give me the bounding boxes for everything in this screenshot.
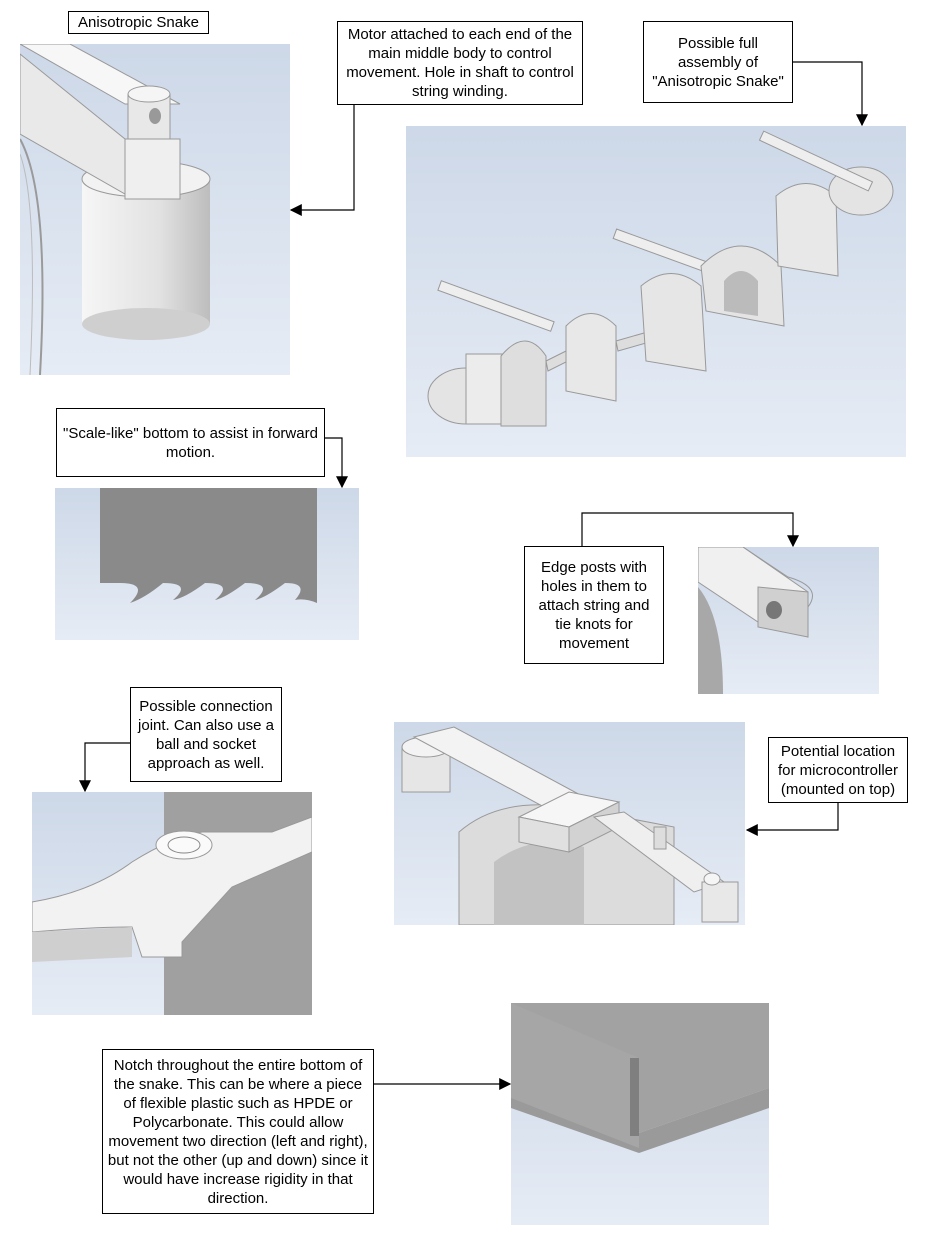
notch-render [511, 1003, 769, 1225]
motor-render-svg [20, 44, 290, 375]
posts-render-svg [698, 547, 879, 694]
joint-annotation: Possible connection joint. Can also use a ball and socket approach as well. [130, 687, 282, 782]
arrow-assembly [793, 62, 862, 125]
arrow-joint [85, 743, 130, 791]
joint-render-svg [32, 792, 312, 1015]
motor-annotation: Motor attached to each end of the main middle body to control movement. Hole in shaft to control string winding. [337, 21, 583, 105]
scales-annotation: "Scale-like" bottom to assist in forward motion. [56, 408, 325, 477]
scales-render [55, 488, 359, 640]
arrow-scales [325, 438, 342, 487]
motor-render [20, 44, 290, 375]
notch-render-svg [511, 1003, 769, 1225]
scales-render-svg [55, 488, 359, 640]
arrow-motor [291, 105, 354, 210]
arrow-microcontroller [747, 803, 838, 830]
notch-annotation: Notch throughout the entire bottom of the snake. This can be where a piece of flexible plastic such as HPDE or Polycarbonate. This could allow movement two direction (left and right), but not the other (up and down) since it would have increase rigidity in that direction. [102, 1049, 374, 1214]
posts-annotation: Edge posts with holes in them to attach string and tie knots for movement [524, 546, 664, 664]
arrow-posts [582, 513, 793, 546]
assembly-render-svg [406, 126, 906, 457]
posts-render [698, 547, 879, 694]
page-title: Anisotropic Snake [68, 11, 209, 34]
assembly-render [406, 126, 906, 457]
joint-render [32, 792, 312, 1015]
microcontroller-render-svg [394, 722, 745, 925]
microcontroller-annotation: Potential location for microcontroller (mounted on top) [768, 737, 908, 803]
microcontroller-render [394, 722, 745, 925]
assembly-annotation: Possible full assembly of "Anisotropic Snake" [643, 21, 793, 103]
